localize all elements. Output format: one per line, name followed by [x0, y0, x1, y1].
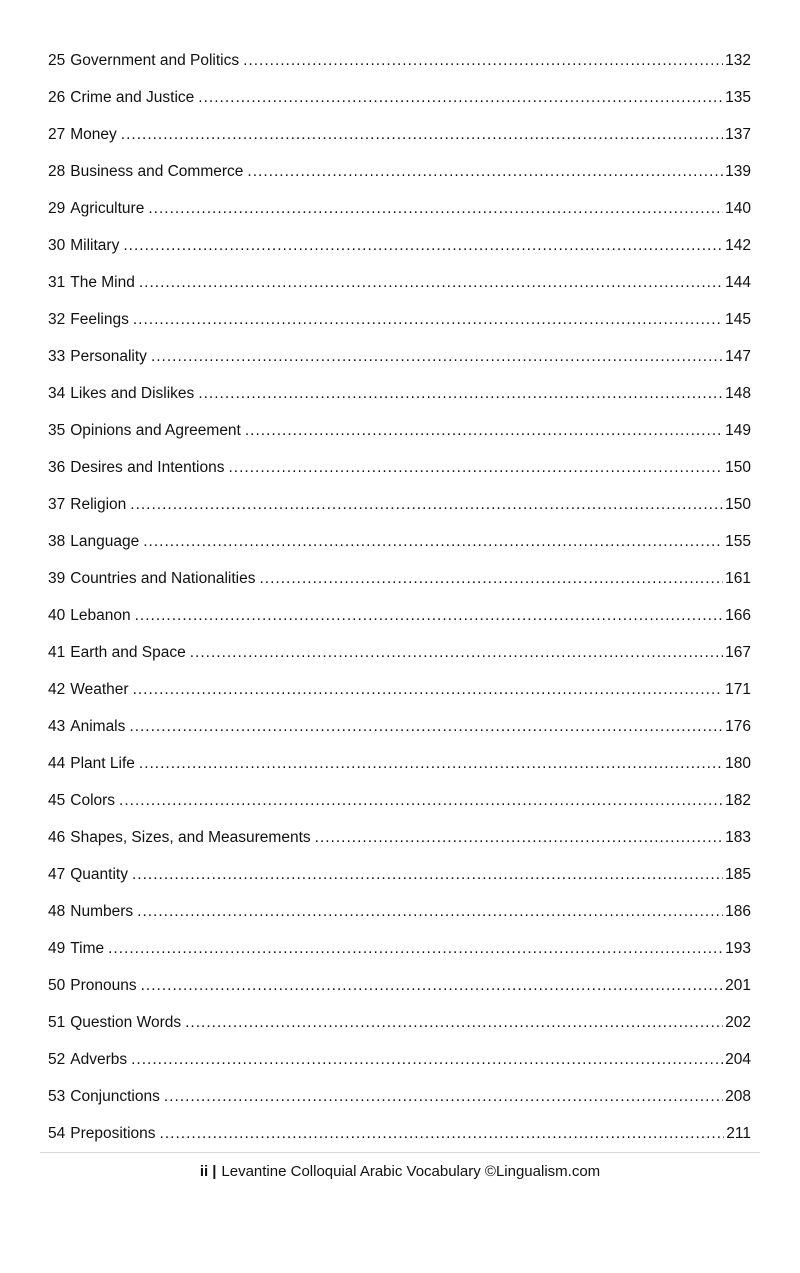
dot-leader — [130, 486, 723, 523]
dot-leader — [148, 190, 723, 227]
toc-entry-title: Quantity — [70, 866, 128, 883]
toc-entry-page: 176 — [725, 718, 751, 735]
dot-leader — [198, 79, 723, 116]
toc-entry[interactable] — [48, 597, 751, 634]
toc-entry[interactable] — [48, 116, 751, 153]
toc-entry-number: 48 — [48, 903, 66, 920]
dot-leader — [135, 597, 724, 634]
toc-entry-page: 208 — [725, 1088, 751, 1105]
toc-entry-number: 42 — [48, 681, 66, 698]
toc-entry-title: Money — [70, 126, 117, 143]
toc-entry-number: 29 — [48, 200, 66, 217]
dot-leader — [245, 412, 723, 449]
toc-entry-page: 186 — [725, 903, 751, 920]
dot-leader — [151, 338, 723, 375]
dot-leader — [133, 301, 723, 338]
toc-entry[interactable] — [48, 523, 751, 560]
toc-entry-title: Business and Commerce — [70, 163, 244, 180]
footer-book-title: Levantine Colloquial Arabic Vocabulary ©Lingualism.com — [221, 1163, 601, 1180]
toc-entry[interactable] — [48, 782, 751, 819]
dot-leader — [137, 893, 723, 930]
toc-entry-number: 50 — [48, 977, 66, 994]
toc-entry[interactable] — [48, 79, 751, 116]
dot-leader — [132, 856, 723, 893]
toc-entry-page: 132 — [725, 52, 751, 69]
dot-leader — [143, 523, 723, 560]
toc-entry-title: Desires and Intentions — [70, 459, 225, 476]
toc-entry[interactable] — [48, 1078, 751, 1115]
toc-entry-page: 180 — [725, 755, 751, 772]
toc-entry-number: 43 — [48, 718, 66, 735]
toc-entry-number: 46 — [48, 829, 66, 846]
toc-entry-number: 27 — [48, 126, 66, 143]
toc-entry-page: 150 — [725, 496, 751, 513]
toc-entry-page: 149 — [725, 422, 751, 439]
toc-entry-number: 51 — [48, 1014, 66, 1031]
toc-entry-number: 26 — [48, 89, 66, 106]
toc-entry[interactable] — [48, 1004, 751, 1041]
toc-entry[interactable] — [48, 412, 751, 449]
dot-leader — [131, 1041, 723, 1078]
toc-entry[interactable] — [48, 967, 751, 1004]
toc-entry-page: 201 — [725, 977, 751, 994]
toc-entry-title: Government and Politics — [70, 52, 240, 69]
toc-entry-page: 142 — [725, 237, 751, 254]
toc-entry-number: 45 — [48, 792, 66, 809]
dot-leader — [141, 967, 724, 1004]
toc-entry-title: Language — [70, 533, 140, 550]
toc-entry[interactable] — [48, 671, 751, 708]
toc-entry-page: 193 — [725, 940, 751, 957]
toc-entry[interactable] — [48, 634, 751, 671]
toc-entry-page: 182 — [725, 792, 751, 809]
toc-entry-title: Feelings — [70, 311, 129, 328]
footer-separator: | — [212, 1163, 217, 1180]
footer-page-number: ii — [199, 1163, 209, 1180]
toc-page — [0, 42, 800, 1273]
toc-entry-number: 54 — [48, 1125, 66, 1142]
toc-entry-number: 31 — [48, 274, 66, 291]
toc-entry-title: Military — [70, 237, 120, 254]
dot-leader — [160, 1115, 725, 1152]
toc-entry-number: 49 — [48, 940, 66, 957]
dot-leader — [198, 375, 723, 412]
toc-entry-title: Conjunctions — [70, 1088, 160, 1105]
dot-leader — [119, 782, 723, 819]
toc-entry-number: 52 — [48, 1051, 66, 1068]
toc-entry-page: 202 — [725, 1014, 751, 1031]
toc-entry-number: 30 — [48, 237, 66, 254]
toc-entry-page: 148 — [725, 385, 751, 402]
toc-entry-title: Lebanon — [70, 607, 131, 624]
toc-entry-page: 140 — [725, 200, 751, 217]
toc-entry[interactable] — [48, 819, 751, 856]
toc-entry-title: Colors — [70, 792, 116, 809]
toc-entry-title: Personality — [70, 348, 147, 365]
dot-leader — [139, 264, 723, 301]
dot-leader — [315, 819, 723, 856]
dot-leader — [139, 745, 723, 782]
toc-entry-page: 147 — [725, 348, 751, 365]
toc-entry[interactable] — [48, 42, 751, 79]
toc-entry-title: Opinions and Agreement — [70, 422, 241, 439]
toc-entry-title: Weather — [70, 681, 129, 698]
toc-entry[interactable] — [48, 560, 751, 597]
toc-entry-page: 171 — [725, 681, 751, 698]
toc-entry-number: 41 — [48, 644, 66, 661]
toc-entry-title: Agriculture — [70, 200, 145, 217]
toc-entry-number: 40 — [48, 607, 66, 624]
dot-leader — [121, 116, 723, 153]
toc-entry-title: Plant Life — [70, 755, 135, 772]
toc-entry[interactable] — [48, 375, 751, 412]
toc-entry-title: Shapes, Sizes, and Measurements — [70, 829, 311, 846]
toc-entry[interactable] — [48, 893, 751, 930]
toc-entry-number: 44 — [48, 755, 66, 772]
dot-leader — [260, 560, 724, 597]
toc-entry-number: 34 — [48, 385, 66, 402]
toc-entry-title: Question Words — [70, 1014, 182, 1031]
toc-entry-page: 211 — [726, 1125, 751, 1142]
dot-leader — [123, 227, 723, 264]
toc-entry-number: 53 — [48, 1088, 66, 1105]
dot-leader — [228, 449, 723, 486]
toc-entry-title: Countries and Nationalities — [70, 570, 256, 587]
toc-entry[interactable] — [48, 1115, 751, 1152]
toc-entry-number: 38 — [48, 533, 66, 550]
toc-entry-title: Animals — [70, 718, 126, 735]
toc-entry-number: 32 — [48, 311, 66, 328]
dot-leader — [185, 1004, 723, 1041]
toc-entry-number: 28 — [48, 163, 66, 180]
toc-entry[interactable] — [48, 449, 751, 486]
toc-entry-number: 25 — [48, 52, 66, 69]
toc-entry-title: Earth and Space — [70, 644, 186, 661]
toc-entry-title: Crime and Justice — [70, 89, 195, 106]
toc-entry-number: 33 — [48, 348, 66, 365]
toc-entry-title: The Mind — [70, 274, 135, 291]
toc-entry-page: 167 — [725, 644, 751, 661]
toc-entry-title: Pronouns — [70, 977, 137, 994]
toc-entry[interactable] — [48, 338, 751, 375]
toc-entry[interactable] — [48, 264, 751, 301]
toc-entry[interactable] — [48, 227, 751, 264]
toc-entry[interactable] — [48, 1041, 751, 1078]
toc-entry-page: 155 — [725, 533, 751, 550]
toc-entry-title: Adverbs — [70, 1051, 128, 1068]
toc-entry-page: 137 — [725, 126, 751, 143]
toc-entry-page: 139 — [725, 163, 751, 180]
dot-leader — [108, 930, 723, 967]
toc-entry-number: 47 — [48, 866, 66, 883]
toc-entry-number: 35 — [48, 422, 66, 439]
dot-leader — [164, 1078, 723, 1115]
dot-leader — [133, 671, 724, 708]
toc-entry-page: 135 — [725, 89, 751, 106]
toc-entry-number: 37 — [48, 496, 66, 513]
toc-entry-number: 39 — [48, 570, 66, 587]
toc-entry-page: 183 — [725, 829, 751, 846]
toc-entry-page: 185 — [725, 866, 751, 883]
toc-entry-number: 36 — [48, 459, 66, 476]
toc-entry-page: 204 — [725, 1051, 751, 1068]
toc-entry-title: Time — [70, 940, 105, 957]
toc-entry[interactable] — [48, 856, 751, 893]
toc-entry-page: 150 — [725, 459, 751, 476]
dot-leader — [247, 153, 723, 190]
toc-entry-title: Numbers — [70, 903, 134, 920]
toc-entry[interactable] — [48, 301, 751, 338]
toc-entry-title: Prepositions — [70, 1125, 156, 1142]
toc-entry[interactable] — [48, 153, 751, 190]
toc-list — [48, 42, 751, 1152]
toc-entry[interactable] — [48, 486, 751, 523]
toc-entry-page: 144 — [725, 274, 751, 291]
toc-entry[interactable] — [48, 745, 751, 782]
dot-leader — [129, 708, 723, 745]
toc-entry-page: 145 — [725, 311, 751, 328]
toc-entry[interactable] — [48, 930, 751, 967]
toc-entry-title: Religion — [70, 496, 127, 513]
dot-leader — [190, 634, 723, 671]
page-footer — [40, 1152, 760, 1182]
toc-entry-title: Likes and Dislikes — [70, 385, 195, 402]
toc-entry-page: 161 — [725, 570, 751, 587]
toc-entry[interactable] — [48, 190, 751, 227]
toc-entry-page: 166 — [725, 607, 751, 624]
toc-entry[interactable] — [48, 708, 751, 745]
dot-leader — [243, 42, 723, 79]
